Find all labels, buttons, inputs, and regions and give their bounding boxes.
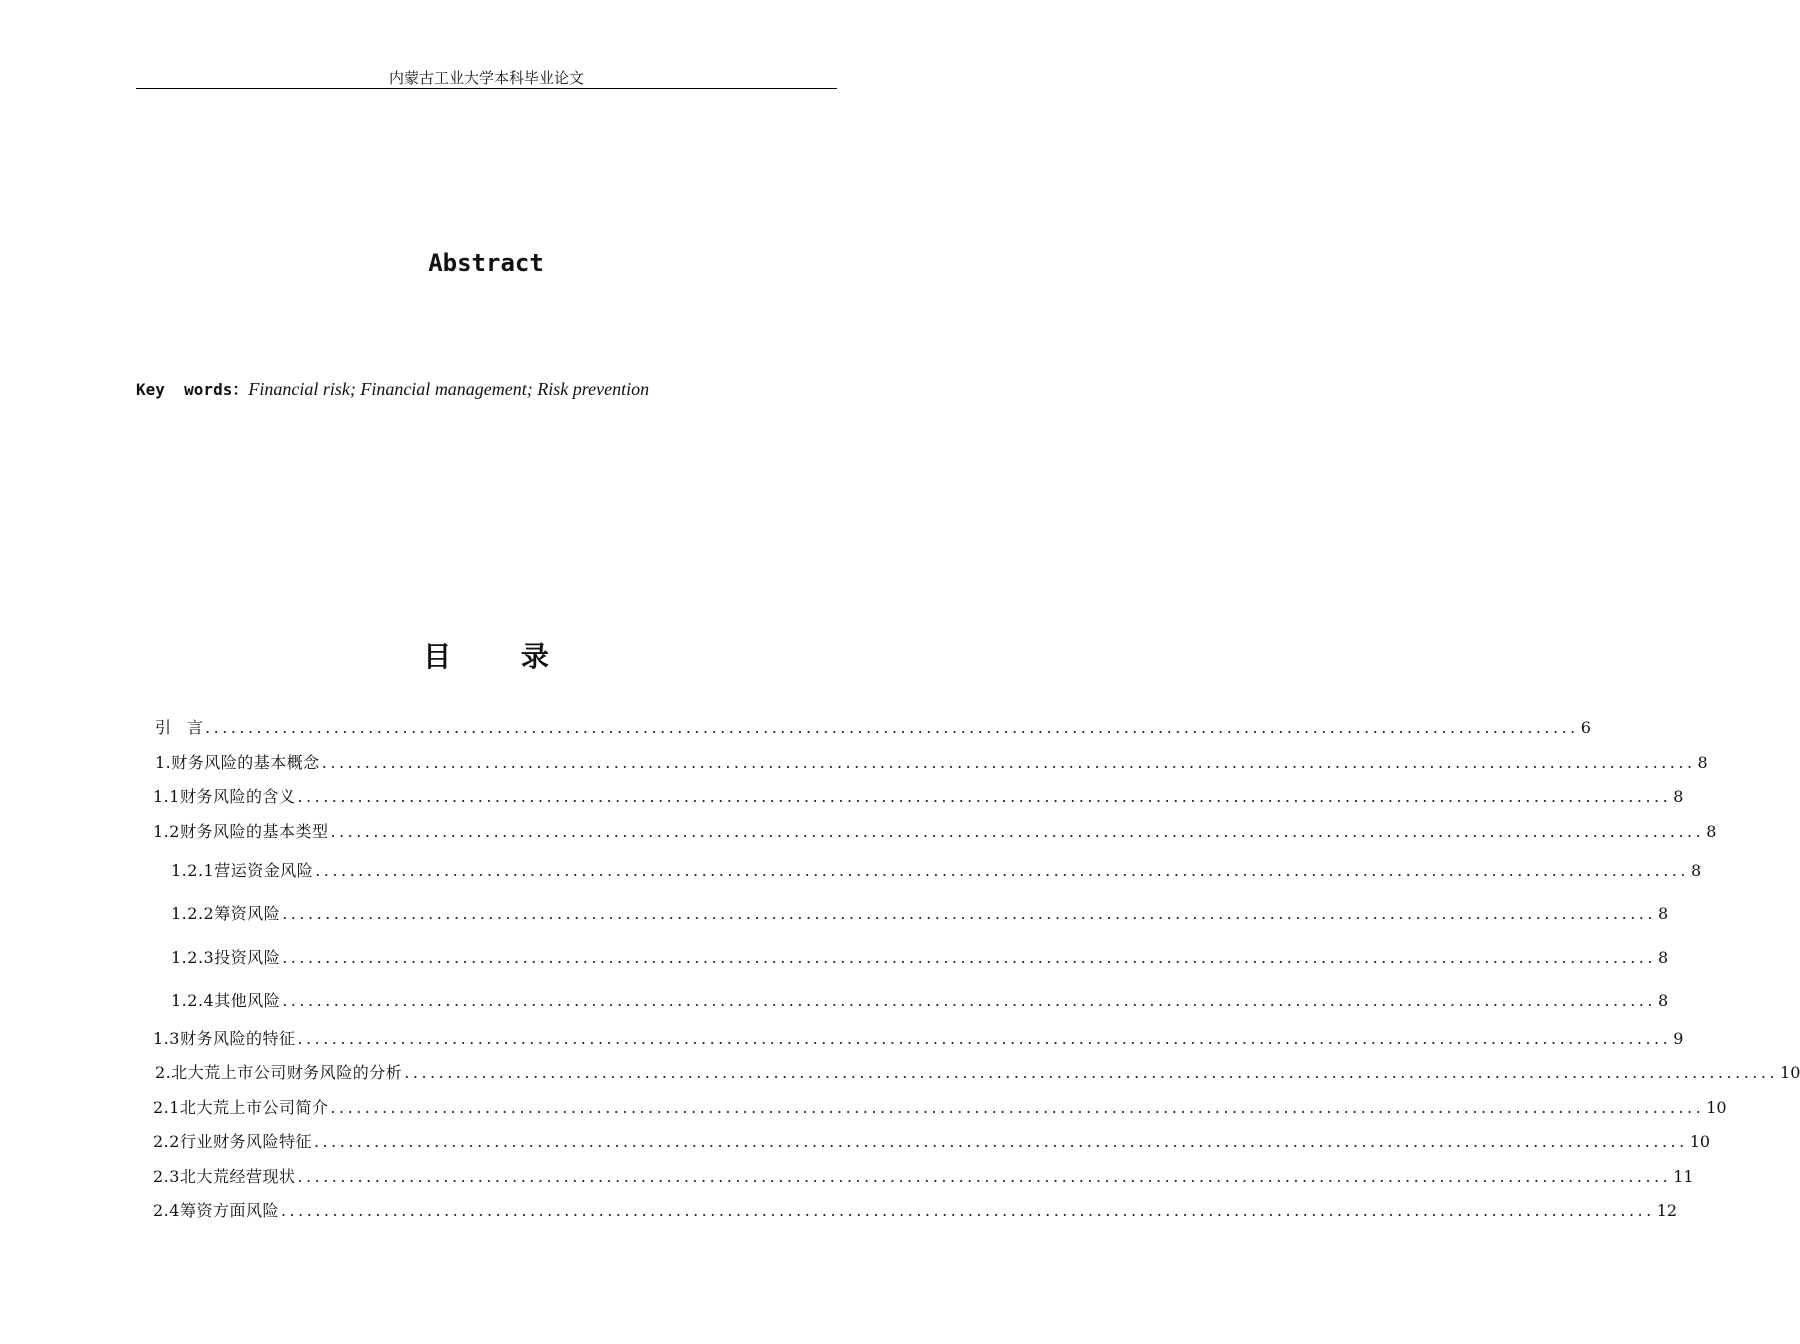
toc-entry-text: 2.3北大荒经营现状 xyxy=(153,1167,296,1186)
toc-entry[interactable] xyxy=(153,1166,1694,1188)
toc-leader: ................................................................................................................................................................ xyxy=(297,1167,1672,1186)
toc-leader: ................................................................................................................................................................ xyxy=(297,787,1672,806)
running-header: 内蒙古工业大学本科毕业论文 xyxy=(388,69,584,87)
toc-leader: ................................................................................................................................................................ xyxy=(330,1098,1705,1117)
toc-entry-page: 8 xyxy=(1657,904,1669,923)
toc-entry[interactable] xyxy=(171,990,1669,1012)
toc-leader: ................................................................................................................................................................ xyxy=(313,1132,1688,1151)
toc-leader: ................................................................................................................................................................ xyxy=(404,1063,1779,1082)
toc-entry-text: 2.1北大荒上市公司简介 xyxy=(153,1098,329,1117)
toc-entry-text: 引 言 xyxy=(155,718,204,737)
toc-title xyxy=(0,637,972,677)
header-rule xyxy=(136,88,837,89)
toc-entry[interactable] xyxy=(153,786,1684,808)
toc-entry[interactable] xyxy=(171,903,1669,925)
toc-entry-page: 8 xyxy=(1673,787,1684,806)
keywords-line xyxy=(136,377,649,402)
toc-entry-text: 1.2.4其他风险 xyxy=(171,991,281,1010)
toc-leader: ................................................................................................................................................................ xyxy=(205,718,1579,737)
toc-leader: ................................................................................................................................................................ xyxy=(282,948,1656,967)
toc-title-text: 目 录 xyxy=(423,640,579,673)
toc-entry[interactable] xyxy=(153,1097,1727,1119)
toc-entry-page: 12 xyxy=(1656,1201,1678,1220)
abstract-title: Abstract xyxy=(428,249,544,277)
toc-entry-text: 2.4筹资方面风险 xyxy=(153,1201,279,1220)
toc-leader: ................................................................................................................................................................ xyxy=(297,1029,1672,1048)
toc-entry-text: 2.2行业财务风险特征 xyxy=(153,1132,312,1151)
toc-entry[interactable] xyxy=(153,1200,1678,1222)
toc-entry-page: 9 xyxy=(1673,1029,1684,1048)
toc-entry[interactable] xyxy=(171,860,1702,882)
toc-leader: ................................................................................................................................................................ xyxy=(315,861,1689,880)
toc-leader: ................................................................................................................................................................ xyxy=(282,991,1656,1010)
toc-entry[interactable] xyxy=(155,717,1591,739)
toc-entry[interactable] xyxy=(153,1131,1711,1153)
toc-entry-text: 1.1财务风险的含义 xyxy=(153,787,296,806)
keywords-label: Key words： xyxy=(136,380,249,399)
toc-leader: ................................................................................................................................................................ xyxy=(282,904,1656,923)
toc-entry-page: 10 xyxy=(1689,1132,1711,1151)
toc-entry-text: 1.2.2筹资风险 xyxy=(171,904,281,923)
toc-entry-text: 2.北大荒上市公司财务风险的分析 xyxy=(155,1063,403,1082)
toc-entry-text: 1.2财务风险的基本类型 xyxy=(153,822,329,841)
toc-entry-page: 8 xyxy=(1697,753,1708,772)
toc-leader: ................................................................................................................................................................ xyxy=(330,822,1705,841)
toc-entry-page: 6 xyxy=(1580,718,1591,737)
toc-entry[interactable] xyxy=(153,821,1717,843)
toc-entry-page: 8 xyxy=(1657,948,1669,967)
toc-entry[interactable] xyxy=(155,752,1708,774)
toc-entry[interactable] xyxy=(153,1028,1684,1050)
toc-entry-text: 1.2.1营运资金风险 xyxy=(171,861,314,880)
toc-entry[interactable] xyxy=(171,947,1669,969)
toc-entry[interactable] xyxy=(155,1062,1800,1084)
toc-entry-page: 10 xyxy=(1780,1063,1800,1082)
toc-entry-text: 1.财务风险的基本概念 xyxy=(155,753,320,772)
toc-entry-text: 1.2.3投资风险 xyxy=(171,948,281,967)
toc-entry-text: 1.3财务风险的特征 xyxy=(153,1029,296,1048)
toc-leader: ................................................................................................................................................................ xyxy=(280,1201,1655,1220)
toc-entry-page: 10 xyxy=(1706,1098,1727,1117)
toc-entry-page: 8 xyxy=(1690,861,1702,880)
toc-entry-page: 8 xyxy=(1657,991,1669,1010)
toc-leader: ................................................................................................................................................................ xyxy=(321,753,1696,772)
keywords-value: Financial risk; Financial management; Risk prevention xyxy=(248,379,650,399)
toc-entry-page: 8 xyxy=(1706,822,1717,841)
toc-entry-page: 11 xyxy=(1673,1167,1694,1186)
